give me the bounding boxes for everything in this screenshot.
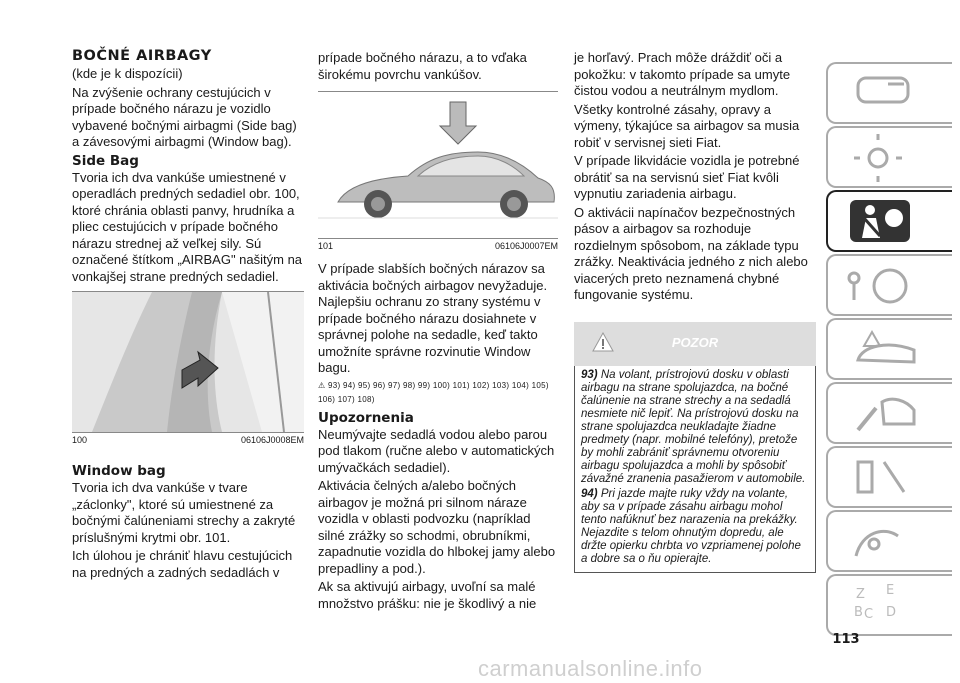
column-1 bbox=[72, 48, 304, 583]
paragraph: Neumývajte sedadlá vodou alebo parou pod tlakom (ručne alebo v automatických umývačkách sedadiel). bbox=[318, 426, 555, 475]
tab-lights[interactable] bbox=[826, 126, 952, 188]
figure-code: 06106J0008EM bbox=[240, 435, 304, 445]
warning-references: ⚠ 93) 94) 95) 96) 97) 98) 99) 100) 101) 102) 103) 104) 105) 106) 107) 108) bbox=[318, 380, 549, 404]
paragraph: (kde je k dispozícii) bbox=[72, 66, 183, 81]
paragraph: Na zvýšenie ochrany cestujúcich v prípade bočného nárazu je vozidlo vybavené bočnými airbagmi (Side bag) a závesovými airbagmi (Window bag). bbox=[72, 84, 297, 149]
svg-text:C: C bbox=[864, 607, 874, 622]
svg-text:Z: Z bbox=[856, 587, 865, 602]
tab-multimedia[interactable] bbox=[826, 510, 952, 572]
column-3 bbox=[574, 50, 816, 573]
tab-technical[interactable] bbox=[826, 446, 952, 508]
subheading-side-bag: Side Bag bbox=[72, 152, 139, 169]
media-icon bbox=[828, 512, 952, 570]
paragraph: prípade bočného nárazu, a to vďaka širokému povrchu vankúšov. bbox=[318, 50, 527, 82]
warning-triangle-icon: ⚠ bbox=[318, 380, 326, 390]
tab-dashboard[interactable] bbox=[826, 62, 952, 124]
figure-caption bbox=[318, 241, 558, 251]
warning-item: 93) Na volant, prístrojovú dosku v oblasti airbagu na strane spolujazdca, na bočné čalúnenie na strane strechy a na sedadlá nesmiete nič lepiť. Na prístrojovú dosku na strane spolujazdca neukladajte žiadne predmety (napr. mobilné telefóny), pretože by mohli zabrániť správnemu otvoreniu airbagu spolujazdca a mohli by spôsobiť závažné zranenia pasažierom v automobile. bbox=[581, 368, 806, 485]
tab-emergency[interactable] bbox=[826, 318, 952, 380]
steering-key-icon bbox=[828, 256, 952, 314]
warning-box bbox=[574, 322, 816, 573]
tab-maintenance[interactable] bbox=[826, 382, 952, 444]
watermark: carmanualsonline.info bbox=[478, 656, 703, 681]
svg-text:D: D bbox=[886, 605, 897, 620]
subheading-upozornenia: Upozornenia bbox=[318, 409, 414, 426]
warning-car-icon bbox=[828, 320, 952, 378]
index-letters-icon bbox=[828, 576, 952, 634]
figure-101 bbox=[318, 91, 558, 239]
page-number: 113 bbox=[832, 632, 860, 647]
figure-100 bbox=[72, 291, 304, 433]
warning-title: POZOR bbox=[671, 334, 719, 350]
figure-code: 06106J0007EM bbox=[494, 241, 558, 251]
subheading-window-bag: Window bag bbox=[72, 463, 166, 479]
paragraph: V prípade slabších bočných nárazov sa aktivácia bočných airbagov nevyžaduje. Najlepšiu ochranu zo strany systému v prípade bočného nárazu dosiahnete v správnej polohe na sedadle, keď takto umožníte správne rozvinutie Window bagu. bbox=[318, 261, 548, 375]
paragraph: Tvoria ich dva vankúše v tvare „záclonky", ktoré sú umiestnené za bočnými čalúneniami strechy a zakryté príslušnými krytmi obr. 101. bbox=[72, 480, 296, 545]
sun-lights-icon bbox=[828, 128, 952, 186]
tools-icon bbox=[828, 448, 952, 506]
svg-text:B: B bbox=[854, 605, 863, 620]
column-2 bbox=[318, 50, 558, 614]
paragraph: Ich úlohou je chrániť hlavu cestujúcich na predných a zadných sedadlách v bbox=[72, 548, 293, 580]
seat-airbag-illustration bbox=[72, 292, 304, 432]
car-window-bag-illustration bbox=[318, 92, 558, 238]
car-dashboard-icon bbox=[828, 64, 952, 122]
paragraph: Všetky kontrolné zásahy, opravy a výmeny, týkajúce sa airbagov sa musia robiť v servisnej sieti Fiat. bbox=[574, 101, 800, 150]
warning-header bbox=[574, 322, 816, 366]
paragraph: V prípade likvidácie vozidla je potrebné obrátiť sa na servisnú sieť Fiat kvôli vypnutiu zariadenia airbagu. bbox=[574, 153, 800, 201]
tab-safety[interactable] bbox=[826, 190, 952, 252]
seatbelt-airbag-icon bbox=[828, 192, 952, 250]
svg-text:E: E bbox=[886, 583, 895, 598]
paragraph: O aktivácii napínačov bezpečnostných pásov a airbagov sa rozhoduje rozdielnym spôsobom, na základe typu zrážky. Neaktivácia jedného z nich alebo viacerých preto neznamená chybné fungovanie systému. bbox=[574, 204, 808, 302]
paragraph: Aktivácia čelných a/alebo bočných airbagov je možná pri silnom náraze vozidla v oblasti podvozku (napríklad silné zrážky so schodmi, obrubníkmi, zapadnutie vozidla do hlbokej jamy alebo prepadliny a pod.). bbox=[318, 478, 556, 576]
figure-number: 100 bbox=[72, 435, 88, 445]
paragraph: je horľavý. Prach môže dráždiť oči a pokožku: v takomto prípade sa umyte čistou vodou a neutrálnym mydlom. bbox=[574, 50, 791, 98]
paragraph: Tvoria ich dva vankúše umiestnené v operadlách predných sedadiel obr. 100, ktoré chránia oblasti panvy, hrudníka a pliec cestujúcich v prípade bočného nárazu strednej až veľkej sily. Sú označené štítkom „AIRBAG" našitým na vonkajšej strane predných sedadiel. bbox=[72, 169, 303, 284]
section-title: BOČNÉ AIRBAGY bbox=[72, 48, 212, 64]
warning-body bbox=[574, 366, 816, 573]
figure-number: 101 bbox=[318, 241, 334, 251]
wrench-car-icon bbox=[828, 384, 952, 442]
tab-index[interactable] bbox=[826, 574, 952, 636]
warning-item: 94) Pri jazde majte ruky vždy na volante, aby sa v prípade zásahu airbagu mohol tento nafúknuť bez narazenia na prekážky. Nejazdite s telom ohnutým dopredu, ale držte opierku chrbta vo vzpriamenej polohe a dobre sa o ňu opierajte. bbox=[581, 487, 801, 565]
tab-starting[interactable] bbox=[826, 254, 952, 316]
figure-caption bbox=[72, 435, 304, 445]
paragraph: Ak sa aktivujú airbagy, uvoľní sa malé množstvo prášku: nie je škodlivý a nie bbox=[318, 579, 537, 611]
